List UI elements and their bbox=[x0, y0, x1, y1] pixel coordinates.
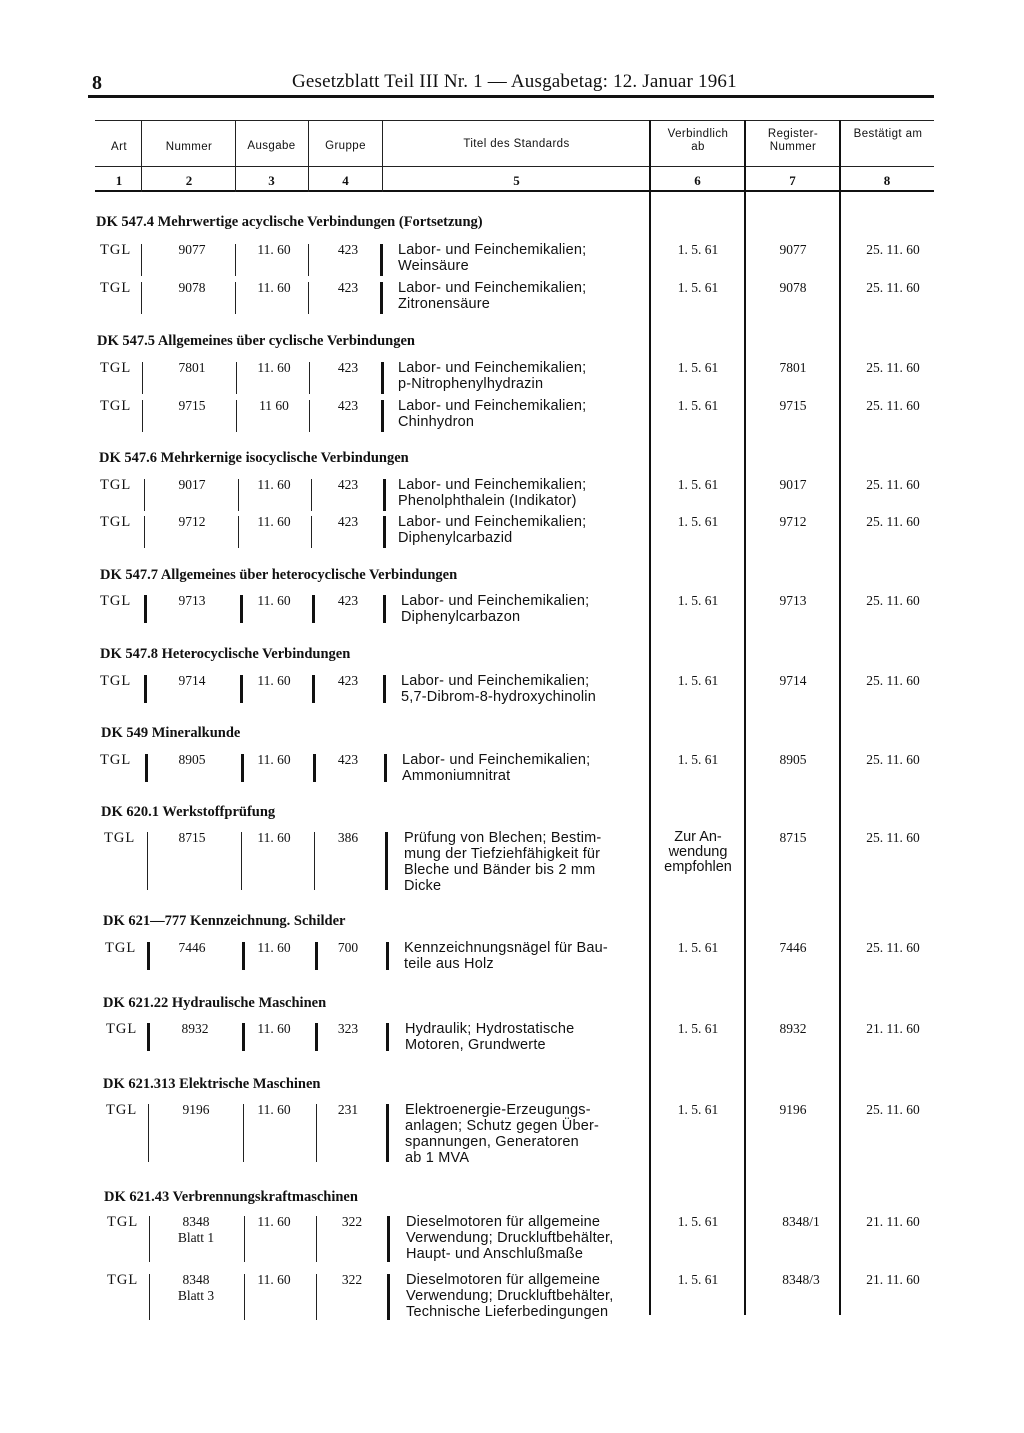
verbindlich-cell: 1. 5. 61 bbox=[677, 514, 719, 529]
cell-rule bbox=[385, 832, 388, 890]
ausgabe-cell: 11 60 bbox=[259, 398, 289, 413]
verbindlich-cell: 1. 5. 61 bbox=[677, 752, 719, 767]
gruppe-cell: 423 bbox=[337, 242, 359, 257]
register-cell: 9715 bbox=[779, 398, 807, 413]
section-heading: DK 621.43 Verbrennungskraftmaschinen bbox=[104, 1189, 358, 1205]
register-cell: 8932 bbox=[779, 1021, 807, 1036]
ausgabe-cell: 11. 60 bbox=[257, 1021, 291, 1036]
cell-rule bbox=[312, 595, 315, 623]
bestaetigt-cell: 21. 11. 60 bbox=[866, 1021, 920, 1036]
column-number: 4 bbox=[342, 173, 349, 188]
verbindlich-cell: 1. 5. 61 bbox=[677, 477, 719, 492]
cell-rule bbox=[149, 1274, 150, 1320]
verbindlich-cell: 1. 5. 61 bbox=[677, 940, 719, 955]
bestaetigt-cell: 25. 11. 60 bbox=[866, 752, 920, 767]
cell-rule bbox=[381, 362, 384, 394]
cell-rule bbox=[142, 362, 143, 394]
register-cell: 9713 bbox=[779, 593, 807, 608]
titel-cell: Labor- und Feinchemikalien; Zitronensäure bbox=[398, 280, 587, 312]
register-cell: 8348/1 bbox=[782, 1214, 820, 1229]
section-heading: DK 621—777 Kennzeichnung. Schilder bbox=[103, 913, 346, 929]
cell-rule bbox=[308, 282, 309, 314]
column-number: 1 bbox=[115, 173, 123, 188]
cell-rule bbox=[144, 479, 145, 511]
nummer-cell: 8932 bbox=[181, 1021, 209, 1036]
cell-rule bbox=[238, 516, 239, 548]
header-divider bbox=[382, 120, 383, 192]
art-cell: TGL bbox=[100, 360, 132, 376]
ausgabe-cell: 11. 60 bbox=[257, 280, 291, 295]
cell-rule bbox=[147, 1023, 150, 1051]
column-number: 3 bbox=[268, 173, 275, 188]
art-cell: TGL bbox=[107, 1214, 139, 1230]
titel-cell: Dieselmotoren für allgemeine Verwendung; Druckluftbehälter, Haupt- und Anschlußmaße bbox=[406, 1214, 614, 1262]
cell-rule bbox=[236, 400, 237, 432]
titel-cell: Labor- und Feinchemikalien; p-Nitrophenylhydrazin bbox=[398, 360, 587, 392]
cell-rule bbox=[144, 675, 147, 703]
verbindlich-cell: 1. 5. 61 bbox=[677, 242, 719, 257]
register-cell: 9078 bbox=[779, 280, 807, 295]
bestaetigt-cell: 25. 11. 60 bbox=[866, 398, 920, 413]
nummer-cell: 9196 bbox=[182, 1102, 210, 1117]
nummer-cell: 7446 bbox=[178, 940, 206, 955]
titel-cell: Hydraulik; Hydrostatische Motoren, Grundwerte bbox=[405, 1021, 575, 1053]
cell-rule bbox=[141, 282, 142, 314]
section-heading: DK 620.1 Werkstoffprüfung bbox=[101, 804, 276, 820]
bestaetigt-cell: 25. 11. 60 bbox=[866, 1102, 920, 1117]
header-rule bbox=[88, 95, 934, 98]
gruppe-cell: 386 bbox=[337, 830, 359, 845]
bestaetigt-cell: 25. 11. 60 bbox=[866, 477, 920, 492]
titel-cell: Labor- und Feinchemikalien; Weinsäure bbox=[398, 242, 587, 274]
gruppe-cell: 231 bbox=[337, 1102, 359, 1117]
titel-cell: Labor- und Feinchemikalien; Diphenylcarbazid bbox=[398, 514, 587, 546]
ausgabe-cell: 11. 60 bbox=[257, 514, 291, 529]
register-cell: 7446 bbox=[779, 940, 807, 955]
page-header-title: Gesetzblatt Teil III Nr. 1 — Ausgabetag: 12. Januar 1961 bbox=[292, 71, 737, 92]
gruppe-cell: 423 bbox=[337, 360, 359, 375]
art-cell: TGL bbox=[100, 673, 132, 689]
cell-rule bbox=[236, 362, 237, 394]
register-cell: 9712 bbox=[779, 514, 807, 529]
cell-rule bbox=[142, 400, 143, 432]
gruppe-cell: 322 bbox=[341, 1272, 363, 1287]
ausgabe-cell: 11. 60 bbox=[257, 940, 291, 955]
cell-rule bbox=[383, 595, 386, 623]
art-cell: TGL bbox=[105, 940, 137, 956]
titel-cell: Labor- und Feinchemikalien; Phenolphthalein (Indikator) bbox=[398, 477, 587, 509]
column-header-bestaetigt: Bestätigt am bbox=[853, 128, 923, 140]
table-top-rule bbox=[95, 120, 934, 121]
cell-rule bbox=[144, 516, 145, 548]
column-number: 2 bbox=[185, 173, 193, 188]
register-cell: 8715 bbox=[779, 830, 807, 845]
ausgabe-cell: 11. 60 bbox=[257, 477, 291, 492]
column-number: 8 bbox=[883, 173, 891, 188]
nummer-cell: 9078 bbox=[178, 280, 206, 295]
nummer-cell: 8715 bbox=[178, 830, 206, 845]
gruppe-cell: 700 bbox=[337, 940, 359, 955]
gruppe-cell: 423 bbox=[337, 280, 359, 295]
nummer-cell: 9715 bbox=[178, 398, 206, 413]
nummer-cell: 9713 bbox=[178, 593, 206, 608]
cell-rule bbox=[381, 400, 384, 432]
verbindlich-cell: 1. 5. 61 bbox=[677, 1214, 719, 1229]
gruppe-cell: 423 bbox=[337, 477, 359, 492]
ausgabe-cell: 11. 60 bbox=[257, 1102, 291, 1117]
bestaetigt-cell: 25. 11. 60 bbox=[866, 673, 920, 688]
register-cell: 9196 bbox=[779, 1102, 807, 1117]
verbindlich-cell: 1. 5. 61 bbox=[677, 360, 719, 375]
art-cell: TGL bbox=[100, 398, 132, 414]
column-rule bbox=[839, 120, 841, 1315]
nummer-cell: 9077 bbox=[178, 242, 206, 257]
cell-rule bbox=[383, 675, 386, 703]
bestaetigt-cell: 25. 11. 60 bbox=[866, 830, 920, 845]
verbindlich-cell: 1. 5. 61 bbox=[677, 1102, 719, 1117]
art-cell: TGL bbox=[100, 593, 132, 609]
column-rule bbox=[649, 120, 651, 1315]
register-cell: 7801 bbox=[779, 360, 807, 375]
art-cell: TGL bbox=[104, 830, 136, 846]
cell-rule bbox=[387, 1274, 390, 1320]
verbindlich-cell: 1. 5. 61 bbox=[677, 1021, 719, 1036]
cell-rule bbox=[311, 479, 312, 511]
bestaetigt-cell: 25. 11. 60 bbox=[866, 514, 920, 529]
cell-rule bbox=[314, 832, 315, 890]
cell-rule bbox=[308, 244, 309, 276]
ausgabe-cell: 11. 60 bbox=[257, 830, 291, 845]
nummer-cell: 7801 bbox=[178, 360, 206, 375]
art-cell: TGL bbox=[100, 752, 132, 768]
cell-rule bbox=[386, 942, 389, 970]
titel-cell: Elektroenergie-Erzeugungs- anlagen; Schutz gegen Über- spannungen, Generatoren ab 1 MVA bbox=[405, 1102, 600, 1166]
bestaetigt-cell: 21. 11. 60 bbox=[866, 1214, 920, 1229]
register-cell: 9017 bbox=[779, 477, 807, 492]
cell-rule bbox=[311, 516, 312, 548]
art-cell: TGL bbox=[100, 514, 132, 530]
verbindlich-cell: 1. 5. 61 bbox=[677, 280, 719, 295]
verbindlich-cell: 1. 5. 61 bbox=[677, 1272, 719, 1287]
cell-rule bbox=[148, 1104, 149, 1162]
ausgabe-cell: 11. 60 bbox=[257, 1272, 291, 1287]
column-number: 6 bbox=[694, 173, 701, 188]
cell-rule bbox=[147, 942, 150, 970]
cell-rule bbox=[235, 282, 236, 314]
cell-rule bbox=[316, 1274, 317, 1320]
header-divider bbox=[141, 120, 142, 192]
titel-cell: Dieselmotoren für allgemeine Verwendung; Druckluftbehälter, Technische Lieferbedingungen bbox=[406, 1272, 614, 1320]
cell-rule bbox=[238, 479, 239, 511]
ausgabe-cell: 11. 60 bbox=[257, 1214, 291, 1229]
art-cell: TGL bbox=[107, 1272, 139, 1288]
verbindlich-cell: 1. 5. 61 bbox=[677, 673, 719, 688]
titel-cell: Labor- und Feinchemikalien; Chinhydron bbox=[398, 398, 587, 430]
gruppe-cell: 423 bbox=[337, 514, 359, 529]
cell-rule bbox=[240, 675, 243, 703]
cell-rule bbox=[380, 244, 383, 276]
column-header-register: Register-Nummer bbox=[767, 128, 819, 153]
cell-rule bbox=[309, 362, 310, 394]
cell-rule bbox=[380, 282, 383, 314]
section-heading: DK 621.313 Elektrische Maschinen bbox=[103, 1076, 321, 1092]
verbindlich-cell: Zur An- wendung empfohlen bbox=[664, 829, 732, 875]
cell-rule bbox=[241, 832, 242, 890]
cell-rule bbox=[235, 244, 236, 276]
register-cell: 9714 bbox=[779, 673, 807, 688]
column-header-titel: Titel des Standards bbox=[463, 138, 570, 150]
verbindlich-cell: 1. 5. 61 bbox=[677, 593, 719, 608]
column-header-verbindlich: Verbindlich ab bbox=[667, 128, 729, 153]
section-heading: DK 547.6 Mehrkernige isocyclische Verbindungen bbox=[99, 450, 409, 466]
register-cell: 8348/3 bbox=[782, 1272, 820, 1287]
section-heading: DK 621.22 Hydraulische Maschinen bbox=[103, 995, 327, 1011]
nummer-cell: 8348 Blatt 3 bbox=[177, 1272, 215, 1303]
bestaetigt-cell: 25. 11. 60 bbox=[866, 940, 920, 955]
art-cell: TGL bbox=[100, 242, 132, 258]
verbindlich-cell: 1. 5. 61 bbox=[677, 398, 719, 413]
register-cell: 8905 bbox=[779, 752, 807, 767]
ausgabe-cell: 11. 60 bbox=[257, 673, 291, 688]
ausgabe-cell: 11. 60 bbox=[257, 752, 291, 767]
titel-cell: Labor- und Feinchemikalien; 5,7-Dibrom-8-hydroxychinolin bbox=[401, 673, 596, 705]
cell-rule bbox=[149, 1216, 150, 1262]
section-heading: DK 549 Mineralkunde bbox=[101, 725, 241, 741]
ausgabe-cell: 11. 60 bbox=[257, 593, 291, 608]
column-header-art: Art bbox=[111, 141, 127, 153]
cell-rule bbox=[386, 1023, 389, 1051]
cell-rule bbox=[383, 516, 386, 548]
ausgabe-cell: 11. 60 bbox=[257, 360, 291, 375]
cell-rule bbox=[316, 1216, 317, 1262]
cell-rule bbox=[145, 754, 148, 782]
titel-cell: Prüfung von Blechen; Bestim- mung der Tiefziehfähigkeit für Bleche und Bänder bis 2 mm Dicke bbox=[404, 830, 602, 894]
nummer-cell: 8905 bbox=[178, 752, 206, 767]
titel-cell: Kennzeichnungsnägel für Bau- teile aus Holz bbox=[404, 940, 608, 972]
column-header-nummer: Nummer bbox=[165, 141, 213, 153]
art-cell: TGL bbox=[100, 280, 132, 296]
section-heading: DK 547.4 Mehrwertige acyclische Verbindungen (Fortsetzung) bbox=[96, 214, 483, 230]
header-divider bbox=[235, 120, 236, 192]
gruppe-cell: 423 bbox=[337, 398, 359, 413]
cell-rule bbox=[141, 244, 142, 276]
column-header-ausgabe: Ausgabe bbox=[247, 140, 296, 152]
bestaetigt-cell: 21. 11. 60 bbox=[866, 1272, 920, 1287]
section-heading: DK 547.7 Allgemeines über heterocyclische Verbindungen bbox=[100, 567, 458, 583]
nummer-cell: 9712 bbox=[178, 514, 206, 529]
section-heading: DK 547.8 Heterocyclische Verbindungen bbox=[100, 646, 351, 662]
section-heading: DK 547.5 Allgemeines über cyclische Verbindungen bbox=[97, 333, 415, 349]
header-bottom-rule bbox=[95, 190, 934, 192]
cell-rule bbox=[312, 675, 315, 703]
gruppe-cell: 423 bbox=[337, 593, 359, 608]
nummer-cell: 9714 bbox=[178, 673, 206, 688]
cell-rule bbox=[240, 595, 243, 623]
gruppe-cell: 423 bbox=[337, 673, 359, 688]
nummer-cell: 9017 bbox=[178, 477, 206, 492]
nummer-cell: 8348 Blatt 1 bbox=[177, 1214, 215, 1245]
bestaetigt-cell: 25. 11. 60 bbox=[866, 360, 920, 375]
cell-rule bbox=[384, 754, 387, 782]
gruppe-cell: 322 bbox=[341, 1214, 363, 1229]
titel-cell: Labor- und Feinchemikalien; Diphenylcarbazon bbox=[401, 593, 590, 625]
cell-rule bbox=[383, 479, 386, 511]
art-cell: TGL bbox=[106, 1021, 138, 1037]
column-number: 7 bbox=[789, 173, 796, 188]
bestaetigt-cell: 25. 11. 60 bbox=[866, 593, 920, 608]
ausgabe-cell: 11. 60 bbox=[257, 242, 291, 257]
cell-rule bbox=[309, 400, 310, 432]
titel-cell: Labor- und Feinchemikalien; Ammoniumnitrat bbox=[402, 752, 591, 784]
page-number: 8 bbox=[92, 72, 102, 94]
cell-rule bbox=[313, 754, 316, 782]
bestaetigt-cell: 25. 11. 60 bbox=[866, 242, 920, 257]
cell-rule bbox=[316, 1104, 317, 1162]
cell-rule bbox=[144, 595, 147, 623]
art-cell: TGL bbox=[100, 477, 132, 493]
column-header-gruppe: Gruppe bbox=[325, 140, 366, 152]
cell-rule bbox=[147, 832, 148, 890]
gruppe-cell: 423 bbox=[337, 752, 359, 767]
register-cell: 9077 bbox=[779, 242, 807, 257]
column-number: 5 bbox=[513, 173, 520, 188]
bestaetigt-cell: 25. 11. 60 bbox=[866, 280, 920, 295]
cell-rule bbox=[387, 1216, 390, 1262]
header-separator bbox=[95, 166, 934, 167]
gruppe-cell: 323 bbox=[337, 1021, 359, 1036]
cell-rule bbox=[386, 1104, 389, 1162]
column-rule bbox=[744, 120, 746, 1315]
header-divider bbox=[308, 120, 309, 192]
art-cell: TGL bbox=[106, 1102, 138, 1118]
